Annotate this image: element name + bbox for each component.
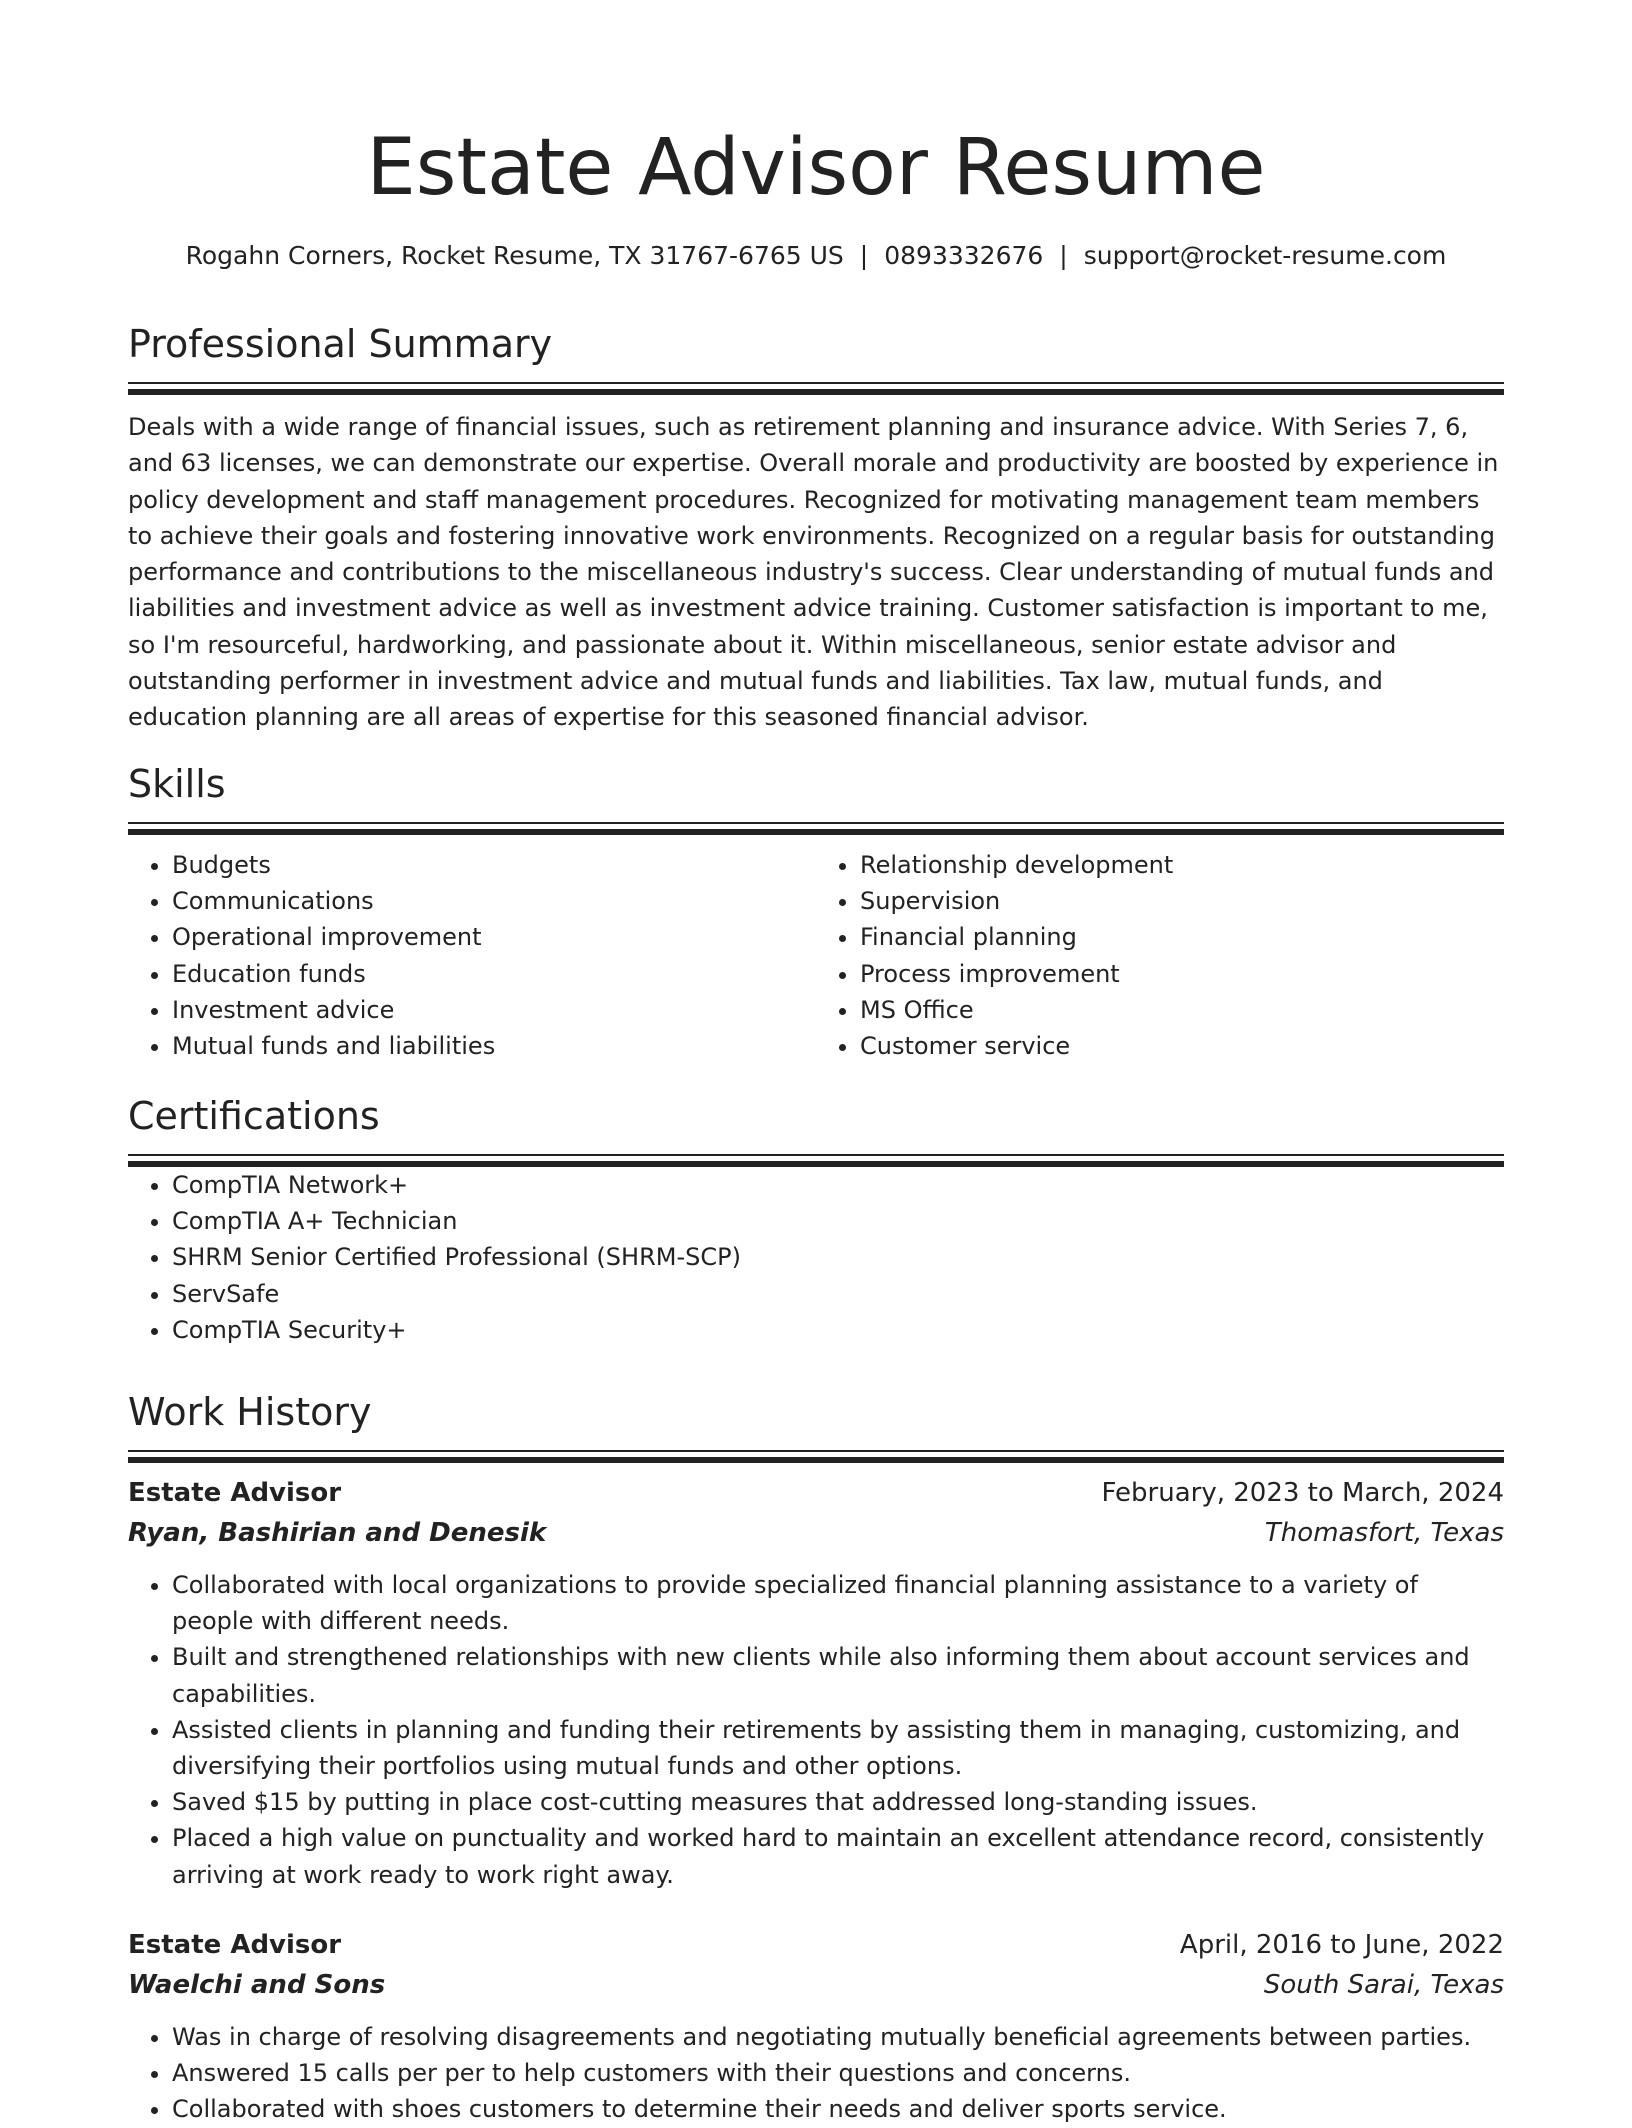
- section-divider: [128, 822, 1504, 835]
- job-entry: [128, 1473, 1504, 1893]
- job-title: Estate Advisor: [128, 1930, 342, 1960]
- section-heading: Certifications: [128, 1094, 380, 1138]
- job-duties-list: [128, 1567, 1504, 1893]
- job-company: Ryan, Bashirian and Denesik: [128, 1518, 547, 1548]
- list-item: • Education funds: [172, 956, 816, 992]
- list-item: • Was in charge of resolving disagreements and negotiating mutually beneficial agreements between parties.: [172, 2019, 1504, 2055]
- job-location: Thomasfort, Texas: [1264, 1518, 1504, 1548]
- job-company-row: [128, 1513, 1504, 1553]
- job-location: South Sarai, Texas: [1263, 1970, 1504, 2000]
- contact-separator: |: [1059, 241, 1068, 270]
- job-header-row: [128, 1473, 1504, 1513]
- list-item: • Placed a high value on punctuality and worked hard to maintain an excellent attendance record, consistently arriving at work ready to work right away.: [172, 1820, 1504, 1892]
- contact-phone: 0893332676: [884, 241, 1044, 270]
- skills-list-right: [816, 847, 1504, 1064]
- skills-columns: [128, 847, 1504, 1064]
- section-divider: [128, 1450, 1504, 1463]
- list-item: • Process improvement: [860, 956, 1504, 992]
- section-heading: Skills: [128, 762, 226, 806]
- list-item: • CompTIA Network+: [172, 1167, 1504, 1203]
- list-item: • Supervision: [860, 883, 1504, 919]
- resume-title: Estate Advisor Resume: [366, 123, 1266, 213]
- list-item: • Collaborated with local organizations to provide specialized financial planning assistance to a variety of people with different needs.: [172, 1567, 1504, 1639]
- summary-paragraph: Deals with a wide range of financial issues, such as retirement planning and insurance advice. With Series 7, 6, and 63 licenses, we can demonstrate our expertise. Overall morale and productivity are boosted by experience in policy development and staff management procedures. Recognized for motivating management team members to achieve their goals and fostering innovative work environments. Recognized on a regular basis for outstanding performance and contributions to the miscellaneous industry's success. Clear understanding of mutual funds and liabilities and investment advice as well as investment advice training. Customer satisfaction is important to me, so I'm resourceful, hardworking, and passionate about it. Within miscellaneous, senior estate advisor and outstanding performer in investment advice and mutual funds and liabilities. Tax law, mutual funds, and education planning are all areas of expertise for this seasoned financial advisor.: [128, 413, 1499, 732]
- list-item: • SHRM Senior Certified Professional (SHRM-SCP): [172, 1239, 1504, 1275]
- list-item: • CompTIA Security+: [172, 1312, 1504, 1348]
- list-item: • Investment advice: [172, 992, 816, 1028]
- certifications-list: [128, 1167, 1504, 1348]
- contact-email: support@rocket-resume.com: [1083, 241, 1447, 270]
- list-item: • CompTIA A+ Technician: [172, 1203, 1504, 1239]
- list-item: • Collaborated with shoes customers to determine their needs and deliver sports service.: [172, 2091, 1504, 2127]
- contact-address: Rogahn Corners, Rocket Resume, TX 31767-6765 US: [185, 241, 844, 270]
- skills-section: [128, 758, 1504, 1064]
- section-divider: [128, 1154, 1504, 1167]
- skills-list-left: [128, 847, 816, 1064]
- job-header-row: [128, 1925, 1504, 1965]
- job-dates: February, 2023 to March, 2024: [1101, 1478, 1504, 1508]
- section-heading: Work History: [128, 1390, 372, 1434]
- job-duties-list: [128, 2019, 1504, 2128]
- job-title: Estate Advisor: [128, 1478, 342, 1508]
- summary-section: [128, 318, 1504, 736]
- list-item: • Built and strengthened relationships with new clients while also informing them about account services and capabilities.: [172, 1639, 1504, 1711]
- job-company-row: [128, 1965, 1504, 2005]
- list-item: • Answered 15 calls per per to help customers with their questions and concerns.: [172, 2055, 1504, 2091]
- list-item: • Mutual funds and liabilities: [172, 1028, 816, 1064]
- job-company: Waelchi and Sons: [128, 1970, 386, 2000]
- list-item: • Communications: [172, 883, 816, 919]
- list-item: • Relationship development: [860, 847, 1504, 883]
- list-item: • Operational improvement: [172, 919, 816, 955]
- list-item: • Budgets: [172, 847, 816, 883]
- section-divider: [128, 382, 1504, 395]
- list-item: • Saved $15 by putting in place cost-cutting measures that addressed long-standing issues.: [172, 1784, 1504, 1820]
- list-item: • Customer service: [860, 1028, 1504, 1064]
- work-history-section: [128, 1386, 1504, 1463]
- list-item: • Assisted clients in planning and funding their retirements by assisting them in managing, customizing, and diversifying their portfolios using mutual funds and other options.: [172, 1712, 1504, 1784]
- job-entry: [128, 1925, 1504, 2128]
- list-item: • ServSafe: [172, 1276, 1504, 1312]
- certifications-section: [128, 1090, 1504, 1348]
- list-item: • Financial planning: [860, 919, 1504, 955]
- list-item: • MS Office: [860, 992, 1504, 1028]
- job-dates: April, 2016 to June, 2022: [1179, 1930, 1504, 1960]
- contact-line: [128, 238, 1504, 274]
- section-heading: Professional Summary: [128, 322, 553, 366]
- contact-separator: |: [859, 241, 869, 270]
